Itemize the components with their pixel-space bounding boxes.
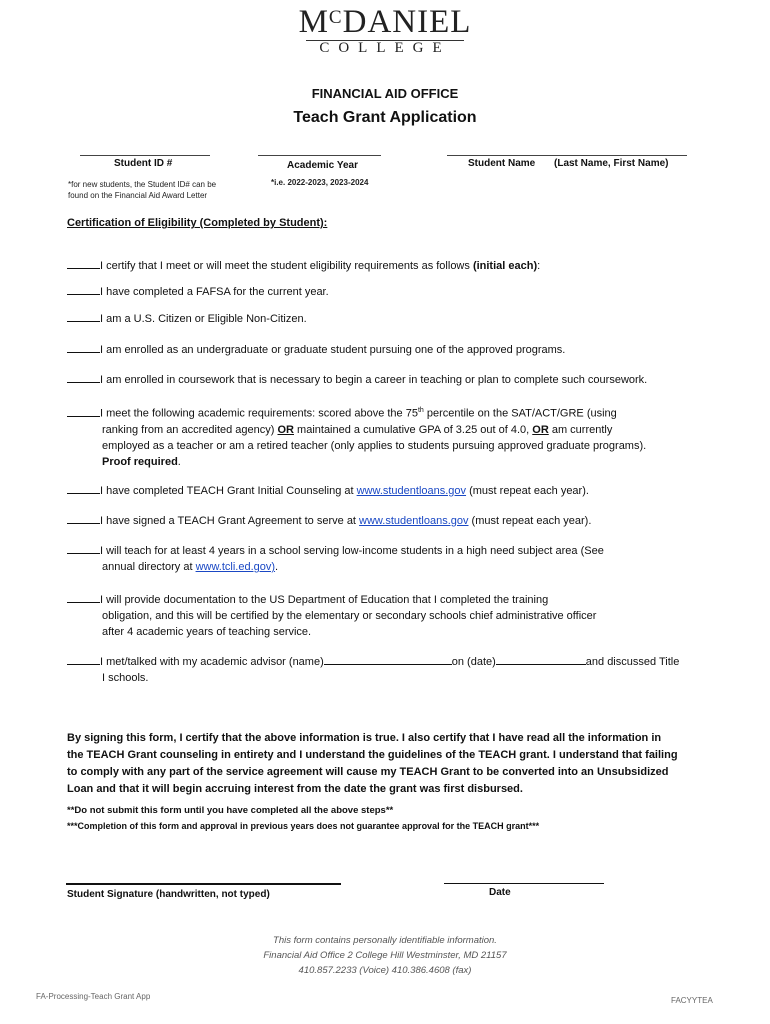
cert-item-text: and discussed Title xyxy=(585,656,680,668)
student-id-note-line-2: found on the Financial Aid Award Letter xyxy=(68,191,208,200)
or-emphasis: OR xyxy=(277,423,294,436)
note-do-not-submit: **Do not submit this form until you have completed all the above steps** xyxy=(67,805,394,816)
student-name-label: Student Name xyxy=(468,158,536,169)
superscript: th xyxy=(417,407,424,414)
footer-line: This form contains personally identifiable information. xyxy=(273,935,497,946)
signature-line[interactable] xyxy=(66,883,341,885)
proof-required: Proof required xyxy=(102,455,178,468)
cert-item-text: I will provide documentation to the US Department of Education that I completed the training xyxy=(100,594,549,606)
certification-heading: Certification of Eligibility (Completed by Student): xyxy=(67,217,328,229)
cert-item-coursework xyxy=(67,372,647,388)
cert-item-text: maintained a cumulative GPA of 3.25 out of 4.0, xyxy=(293,423,533,436)
signing-line: Loan and that it will begin accruing interest from the date the grant was first disbursed. xyxy=(67,783,523,795)
cert-item-text: obligation, and this will be certified by the elementary or secondary schools chief administrative officer xyxy=(102,610,597,622)
logo-mc-prefix: M xyxy=(298,4,329,40)
tcli-link[interactable]: www.tcli.ed.gov) xyxy=(195,561,276,573)
student-id-note xyxy=(68,179,216,201)
cert-item-counseling xyxy=(67,483,589,499)
cert-item-academic xyxy=(67,403,646,470)
or-emphasis: OR xyxy=(532,423,549,436)
signature-label: Student Signature (handwritten, not typed) xyxy=(67,889,270,900)
logo-subtitle: COLLEGE xyxy=(319,40,451,56)
student-id-label: Student ID # xyxy=(114,158,173,169)
initial-blank[interactable] xyxy=(67,654,100,665)
cert-item-text: . xyxy=(275,561,279,573)
cert-intro-text: I certify that I meet or will meet the student eligibility requirements as follows xyxy=(100,260,473,272)
initial-blank[interactable] xyxy=(67,406,100,417)
signing-statement xyxy=(67,730,707,798)
student-id-line[interactable] xyxy=(80,155,210,156)
cert-intro-end: : xyxy=(537,260,541,272)
academic-year-line[interactable] xyxy=(258,155,381,156)
date-line[interactable] xyxy=(444,883,604,884)
signing-line: By signing this form, I certify that the above information is true. I also certify that I have read all the information in xyxy=(67,732,662,744)
cert-item-text: I have signed a TEACH Grant Agreement to serve at xyxy=(100,515,360,527)
cert-item-text: after 4 academic years of teaching service. xyxy=(102,626,312,638)
cert-item-text: I meet the following academic requirements: scored above the 75 xyxy=(100,407,418,420)
studentloans-link[interactable]: www.studentloans.gov xyxy=(356,485,467,497)
cert-item-text: annual directory at xyxy=(102,561,196,573)
advisor-name-field[interactable] xyxy=(324,654,452,665)
cert-item-text: on (date) xyxy=(451,656,496,668)
cert-item-text: I have completed a FAFSA for the current year. xyxy=(100,286,329,298)
cert-item-text: I will teach for at least 4 years in a school serving low-income students in a high need subject area (See xyxy=(100,545,604,557)
cert-item-text: I have completed TEACH Grant Initial Counseling at xyxy=(100,485,357,497)
cert-item-text: I am a U.S. Citizen or Eligible Non-Citizen. xyxy=(100,313,307,325)
cert-item-text: I am enrolled in coursework that is necessary to begin a career in teaching or plan to complete such coursework. xyxy=(100,374,648,386)
cert-item-text: (must repeat each year). xyxy=(468,515,592,527)
initial-blank[interactable] xyxy=(67,592,100,603)
form-code-right: FACYYTEA xyxy=(671,996,713,1005)
cert-item-text: employed as a teacher or am a retired teacher (only applies to students pursuing approved graduate programs). xyxy=(102,439,647,452)
cert-item-advisor xyxy=(67,654,679,686)
cert-item-documentation xyxy=(67,592,596,640)
cert-intro-bold: (initial each) xyxy=(472,260,538,272)
cert-item-fafsa xyxy=(67,284,329,300)
advisor-date-field[interactable] xyxy=(496,654,586,665)
cert-item-enrolled xyxy=(67,342,565,358)
student-id-note-line-1: *for new students, the Student ID# can be xyxy=(68,180,217,189)
page-title: Teach Grant Application xyxy=(293,109,477,126)
initial-blank[interactable] xyxy=(67,311,100,322)
footer-line: Financial Aid Office 2 College Hill Westminster, MD 21157 xyxy=(263,950,507,961)
date-label: Date xyxy=(489,887,511,898)
cert-item-text: I met/talked with my academic advisor (name) xyxy=(100,656,324,668)
cert-intro xyxy=(67,258,540,274)
cert-item-text: percentile on the SAT/ACT/GRE (using xyxy=(423,407,617,420)
cert-item-text: ranking from an accredited agency) xyxy=(102,423,278,436)
academic-year-label: Academic Year xyxy=(287,160,358,171)
cert-item-text: am currently xyxy=(548,423,613,436)
studentloans-link[interactable]: www.studentloans.gov xyxy=(359,515,469,527)
initial-blank[interactable] xyxy=(67,284,100,295)
initial-blank[interactable] xyxy=(67,372,100,383)
academic-year-note: *i.e. 2022-2023, 2023-2024 xyxy=(271,178,369,187)
signing-line: to comply with any part of the service agreement will cause my TEACH Grant to be converted into an Unsubsidized xyxy=(67,766,669,778)
initial-blank[interactable] xyxy=(67,342,100,353)
signing-line: the TEACH Grant counseling in entirety and I understand the guidelines of the TEACH grant. I understand that failing xyxy=(67,749,678,761)
office-title: FINANCIAL AID OFFICE xyxy=(311,86,459,101)
form-code-left: FA-Processing-Teach Grant App xyxy=(36,992,151,1001)
initial-blank[interactable] xyxy=(67,258,100,269)
logo-mc-small: C xyxy=(328,7,343,28)
note-no-guarantee: ***Completion of this form and approval in previous years does not guarantee approval for the TEACH grant*** xyxy=(67,821,540,831)
cert-item-text: . xyxy=(177,455,181,468)
logo-name: DANIEL xyxy=(342,4,472,40)
initial-blank[interactable] xyxy=(67,513,100,524)
cert-item-teach xyxy=(67,543,604,575)
footer-info xyxy=(0,933,770,978)
cert-item-text: I schools. xyxy=(102,672,149,684)
initial-blank[interactable] xyxy=(67,483,100,494)
student-name-hint: (Last Name, First Name) xyxy=(554,158,669,169)
college-logo xyxy=(0,4,770,41)
cert-item-citizen xyxy=(67,311,307,327)
cert-item-agreement xyxy=(67,513,591,529)
cert-item-text: I am enrolled as an undergraduate or graduate student pursuing one of the approved programs. xyxy=(100,344,566,356)
initial-blank[interactable] xyxy=(67,543,100,554)
cert-item-text: (must repeat each year). xyxy=(466,485,589,497)
footer-line: 410.857.2233 (Voice) 410.386.4608 (fax) xyxy=(298,965,472,976)
student-name-line[interactable] xyxy=(447,155,687,156)
